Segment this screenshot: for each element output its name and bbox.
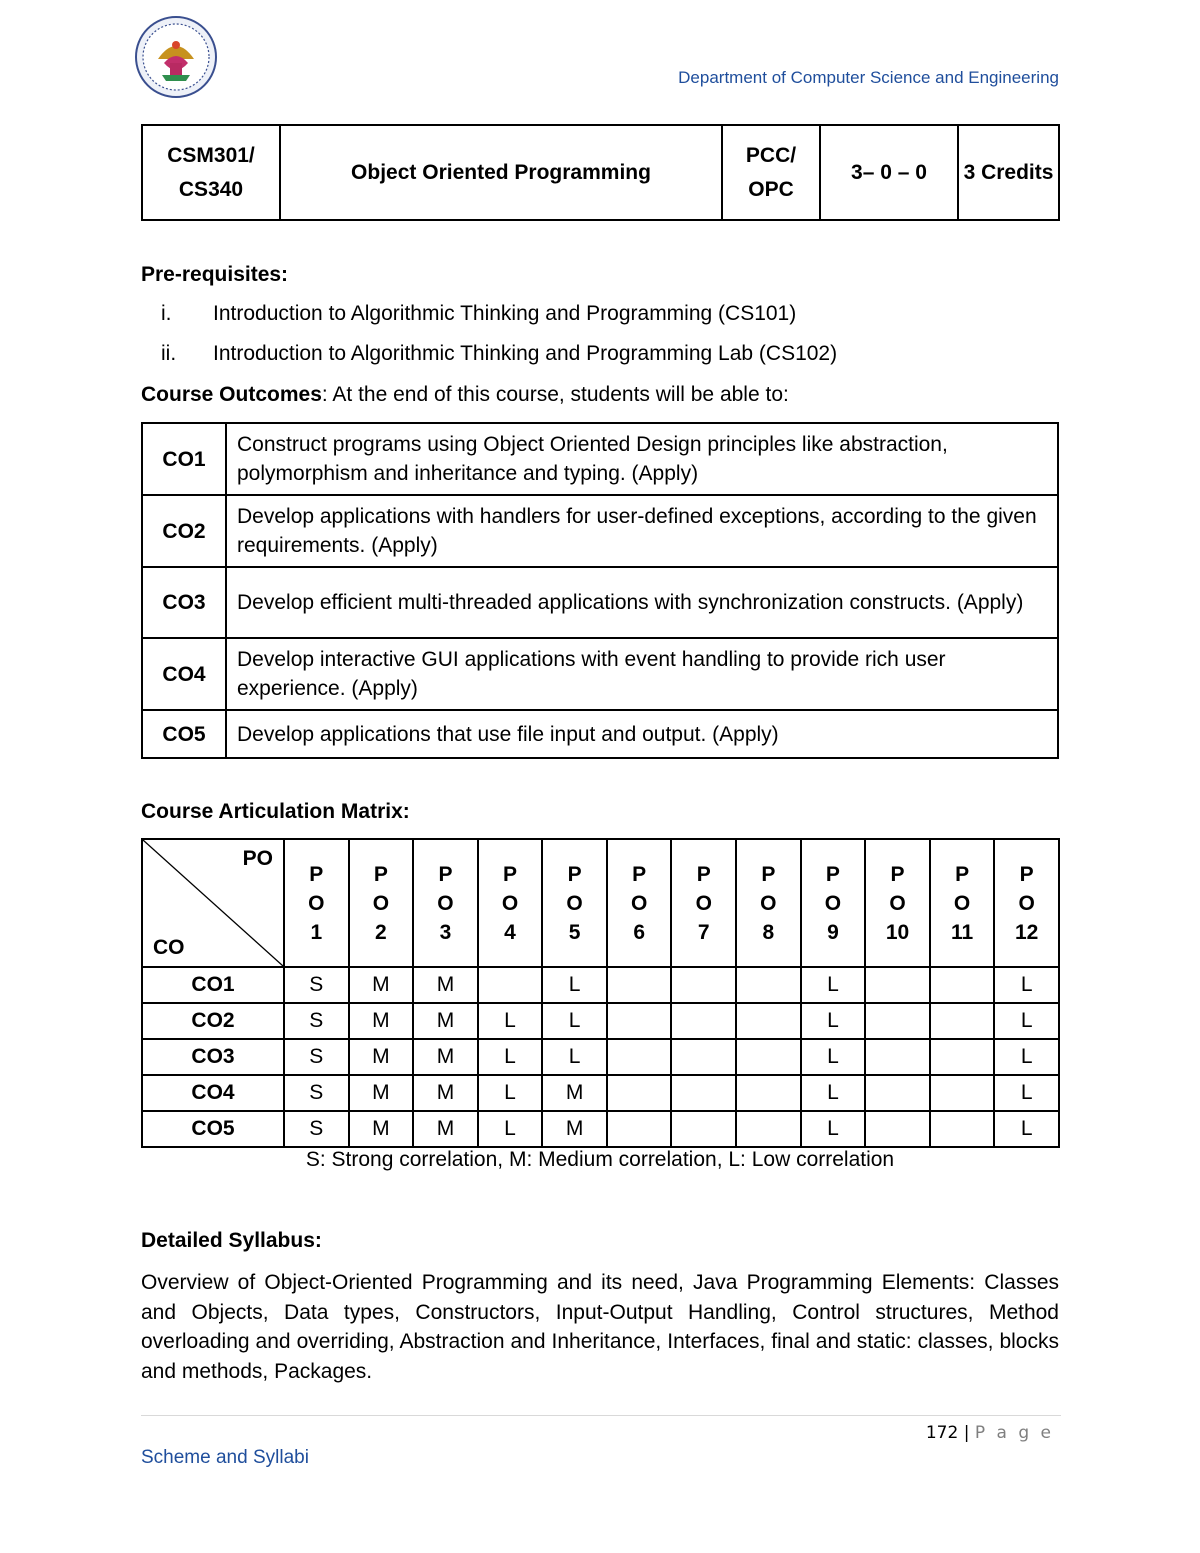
list-item	[141, 302, 1041, 342]
course-credits: 3 Credits	[958, 125, 1059, 220]
matrix-cell	[736, 1003, 801, 1039]
matrix-cell: M	[349, 1003, 414, 1039]
po-header-char: O	[308, 891, 325, 915]
table-row	[142, 710, 1058, 758]
table-row	[142, 495, 1058, 567]
matrix-cell: M	[349, 1075, 414, 1111]
matrix-cell	[930, 1003, 995, 1039]
matrix-co-label: CO3	[142, 1039, 284, 1075]
matrix-cell: M	[413, 1075, 478, 1111]
matrix-cell	[607, 1075, 672, 1111]
matrix-cell	[865, 1003, 930, 1039]
outcome-text: Construct programs using Object Oriented Design principles like abstraction, polymorphism and inheritance and typing. (Apply)	[226, 423, 1058, 495]
matrix-cell: M	[413, 1039, 478, 1075]
po-column-header	[607, 839, 672, 967]
matrix-cell: L	[801, 1039, 866, 1075]
matrix-cell: L	[994, 1111, 1059, 1147]
matrix-cell: S	[284, 967, 349, 1003]
course-outcomes-table	[141, 422, 1059, 759]
matrix-cell	[671, 967, 736, 1003]
page-number	[926, 1423, 1054, 1443]
course-outcomes-intro	[141, 383, 789, 407]
syllabus-text: Overview of Object-Oriented Programming and its need, Java Programming Elements: Classes and Objects, Data types, Constructors, Input-Output Handling, Control structures, Method overloading and overriding, Abstraction and Inheritance, Interfaces, final and static: classes, blocks and methods, Packages.	[141, 1271, 1059, 1383]
matrix-cell	[671, 1039, 736, 1075]
po-header-char: 1	[310, 920, 323, 944]
matrix-cell	[865, 967, 930, 1003]
matrix-cell: L	[801, 967, 866, 1003]
matrix-co-label: CO4	[142, 1075, 284, 1111]
matrix-cell: L	[478, 1003, 543, 1039]
po-header-char: 6	[633, 920, 646, 944]
syllabus-heading: Detailed Syllabus:	[141, 1229, 322, 1252]
matrix-cell: L	[478, 1075, 543, 1111]
matrix-cell: L	[801, 1075, 866, 1111]
po-header-char: P	[438, 862, 453, 886]
list-item-text: Introduction to Algorithmic Thinking and Programming Lab (CS102)	[213, 342, 838, 365]
table-row	[142, 1003, 1059, 1039]
matrix-cell: M	[349, 1039, 414, 1075]
po-header-char: 2	[375, 920, 387, 944]
matrix-cell: S	[284, 1039, 349, 1075]
po-header-char: 12	[1015, 920, 1039, 944]
matrix-cell	[736, 1075, 801, 1111]
po-header-char: 7	[697, 920, 710, 944]
matrix-cell: S	[284, 1075, 349, 1111]
matrix-cell: L	[542, 1003, 607, 1039]
matrix-header-row	[142, 839, 1059, 967]
matrix-cell: M	[542, 1111, 607, 1147]
footer-scheme: Scheme and Syllabi	[141, 1447, 309, 1468]
matrix-cell: S	[284, 1003, 349, 1039]
course-code-cell	[142, 125, 280, 220]
outcome-code: CO2	[142, 495, 226, 567]
table-row	[142, 967, 1059, 1003]
matrix-cell	[478, 967, 543, 1003]
po-header-char: 3	[439, 920, 452, 944]
page-number-value: 172	[925, 1423, 959, 1443]
outcome-code: CO1	[142, 423, 226, 495]
page-word: P a g e	[974, 1423, 1054, 1443]
po-header-char: 10	[885, 920, 910, 944]
outcome-text: Develop applications with handlers for user-defined exceptions, according to the given requirements. (Apply)	[226, 495, 1058, 567]
po-column-header	[671, 839, 736, 967]
prerequisites-list	[141, 302, 1041, 382]
course-header-table	[141, 124, 1060, 221]
po-header-char: 5	[568, 920, 581, 944]
matrix-cell	[607, 1039, 672, 1075]
po-header-char: P	[632, 862, 647, 886]
po-column-header	[542, 839, 607, 967]
matrix-cell	[930, 1075, 995, 1111]
outcome-text: Develop interactive GUI applications with event handling to provide rich user experience. (Apply)	[226, 638, 1058, 710]
matrix-cell	[607, 1111, 672, 1147]
matrix-cell	[607, 1003, 672, 1039]
course-code-line2: CS340	[178, 177, 244, 201]
matrix-cell: S	[284, 1111, 349, 1147]
po-header-char: O	[760, 891, 777, 915]
matrix-cell	[736, 1039, 801, 1075]
matrix-cell	[930, 967, 995, 1003]
po-header-char: P	[567, 862, 582, 886]
po-header-char: P	[825, 862, 840, 886]
table-row	[142, 1075, 1059, 1111]
matrix-cell: L	[801, 1003, 866, 1039]
page-separator: |	[963, 1423, 970, 1443]
outcome-text: Develop efficient multi-threaded applications with synchronization constructs. (Apply)	[226, 567, 1058, 638]
po-column-header	[284, 839, 349, 967]
po-column-header	[930, 839, 995, 967]
po-header-char: P	[309, 862, 324, 886]
matrix-cell: M	[413, 967, 478, 1003]
table-row	[142, 1111, 1059, 1147]
po-header-char: O	[695, 891, 712, 915]
matrix-cell: L	[801, 1111, 866, 1147]
course-category-line1: PCC/	[745, 143, 797, 167]
matrix-cell	[736, 1111, 801, 1147]
table-row	[142, 567, 1058, 638]
matrix-cell: L	[542, 967, 607, 1003]
matrix-cell	[930, 1111, 995, 1147]
po-column-header	[478, 839, 543, 967]
po-header-char: P	[955, 862, 970, 886]
outcome-code: CO4	[142, 638, 226, 710]
matrix-cell: M	[349, 1111, 414, 1147]
table-row	[142, 1039, 1059, 1075]
po-column-header	[413, 839, 478, 967]
outcome-code: CO3	[142, 567, 226, 638]
matrix-cell	[930, 1039, 995, 1075]
po-header-char: O	[501, 891, 519, 915]
po-header-char: 9	[827, 920, 839, 944]
matrix-co-label: CO5	[142, 1111, 284, 1147]
corner-po-label: PO	[242, 847, 273, 870]
course-title: Object Oriented Programming	[280, 125, 722, 220]
matrix-co-label: CO1	[142, 967, 284, 1003]
matrix-cell	[671, 1111, 736, 1147]
po-header-char: O	[1018, 891, 1035, 915]
po-header-char: P	[373, 862, 388, 886]
articulation-matrix	[141, 838, 1060, 1148]
course-outcomes-intro-text: : At the end of this course, students will be able to:	[321, 383, 789, 406]
list-item-text: Introduction to Algorithmic Thinking and Programming (CS101)	[213, 302, 797, 325]
course-code-line1: CSM301/	[167, 143, 255, 167]
matrix-cell: M	[542, 1075, 607, 1111]
matrix-co-label: CO2	[142, 1003, 284, 1039]
matrix-heading: Course Articulation Matrix:	[141, 800, 410, 823]
matrix-cell: M	[413, 1111, 478, 1147]
matrix-cell: L	[478, 1111, 543, 1147]
course-outcomes-heading: Course Outcomes	[141, 383, 322, 406]
po-header-char: O	[437, 891, 454, 915]
po-header-char: O	[953, 891, 971, 915]
prerequisites-heading: Pre-requisites:	[141, 263, 289, 286]
po-header-char: P	[696, 862, 711, 886]
matrix-cell: L	[478, 1039, 543, 1075]
matrix-cell	[736, 967, 801, 1003]
course-ltp: 3– 0 – 0	[820, 125, 958, 220]
po-header-char: O	[824, 891, 842, 915]
matrix-cell: L	[994, 1075, 1059, 1111]
list-item	[141, 342, 1041, 382]
footer-divider	[141, 1415, 1061, 1416]
table-row	[142, 638, 1058, 710]
table-row	[142, 423, 1058, 495]
matrix-cell: L	[994, 1039, 1059, 1075]
institution-logo	[134, 15, 218, 99]
po-header-char: P	[503, 862, 518, 886]
matrix-cell	[671, 1075, 736, 1111]
corner-co-label: CO	[153, 936, 185, 959]
course-category-line2: OPC	[748, 177, 794, 201]
po-header-char: O	[566, 891, 583, 915]
po-header-char: O	[889, 891, 906, 915]
matrix-corner-cell	[142, 839, 284, 967]
matrix-legend: S: Strong correlation, M: Medium correlation, L: Low correlation	[305, 1148, 895, 1171]
po-header-char: P	[890, 862, 905, 886]
matrix-cell: L	[994, 1003, 1059, 1039]
outcome-code: CO5	[142, 710, 226, 758]
po-header-char: P	[761, 862, 776, 886]
po-column-header	[349, 839, 414, 967]
matrix-cell	[865, 1111, 930, 1147]
po-header-char: O	[372, 891, 390, 915]
matrix-cell	[865, 1039, 930, 1075]
matrix-cell: M	[349, 967, 414, 1003]
po-header-char: 8	[762, 920, 775, 944]
po-column-header	[801, 839, 866, 967]
course-category-cell	[722, 125, 820, 220]
matrix-cell	[865, 1075, 930, 1111]
department-name: Department of Computer Science and Engineering	[678, 68, 1059, 87]
matrix-cell: L	[542, 1039, 607, 1075]
outcome-text: Develop applications that use file input and output. (Apply)	[226, 710, 1058, 758]
po-column-header	[865, 839, 930, 967]
matrix-cell: L	[994, 967, 1059, 1003]
matrix-cell	[671, 1003, 736, 1039]
matrix-cell: M	[413, 1003, 478, 1039]
list-item-number: i.	[161, 302, 172, 325]
po-header-char: O	[631, 891, 648, 915]
po-column-header	[736, 839, 801, 967]
po-header-char: P	[1019, 862, 1034, 886]
list-item-number: ii.	[161, 342, 177, 365]
po-header-char: 4	[504, 920, 516, 944]
po-column-header	[994, 839, 1059, 967]
matrix-cell	[607, 967, 672, 1003]
po-header-char: 11	[950, 920, 974, 944]
